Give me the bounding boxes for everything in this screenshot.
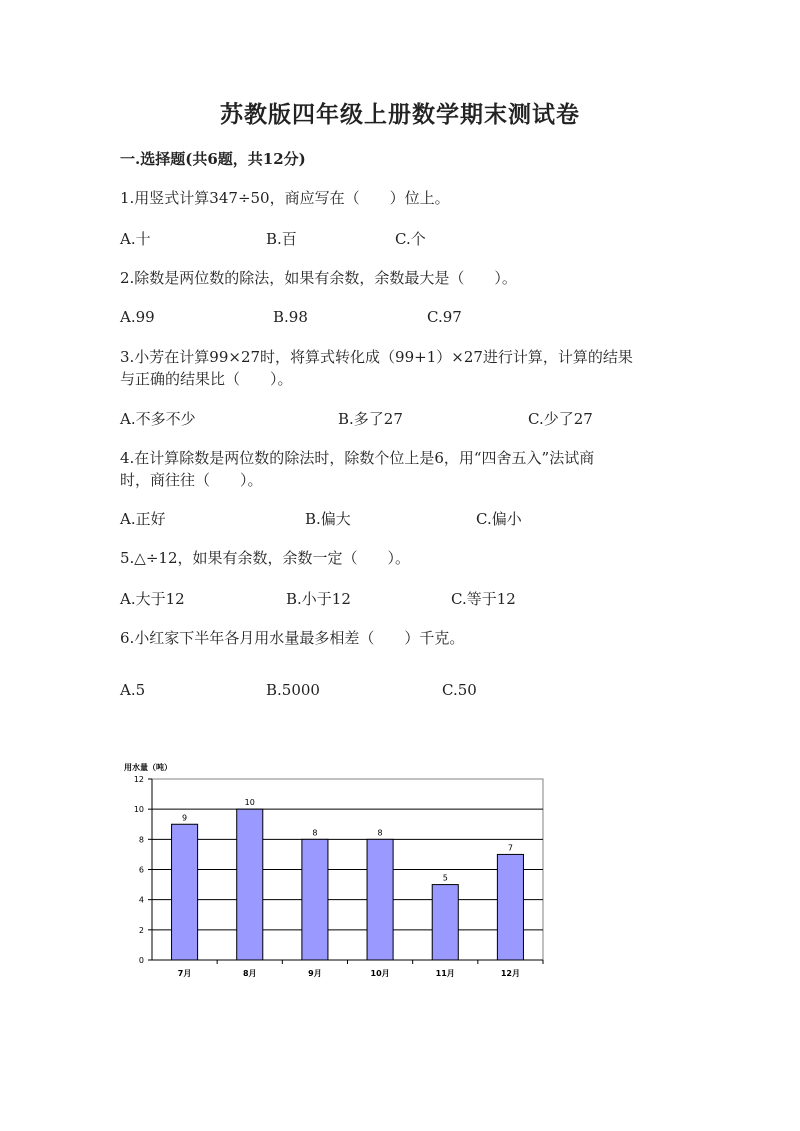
- q6-option-b: B.5000: [266, 681, 320, 699]
- chart-data-label: 10: [244, 798, 255, 808]
- chart-y-tick-label: 12: [133, 775, 144, 784]
- question-5: 5.△÷12，如果有余数，余数一定（ ）。: [120, 549, 411, 567]
- q5-option-a: A.大于12: [120, 590, 185, 608]
- q6-option-a: A.5: [120, 681, 146, 699]
- q3-option-c: C.少了27: [528, 410, 593, 428]
- question-4-line2: 时，商往往（ ）。: [120, 471, 263, 489]
- chart-y-tick-label: 10: [133, 805, 144, 815]
- q4-option-a: A.正好: [120, 510, 166, 528]
- chart-data-label: 9: [182, 813, 188, 823]
- q2-option-b: B.98: [273, 308, 308, 326]
- chart-y-tick-label: 0: [138, 956, 144, 965]
- chart-bar: [367, 839, 393, 960]
- q4-option-b: B.偏大: [305, 510, 351, 528]
- chart-y-axis-label: 用水量（吨）: [124, 763, 172, 772]
- chart-x-tick-label: 10月: [370, 969, 390, 978]
- question-3-line2: 与正确的结果比（ ）。: [120, 370, 293, 388]
- chart-bar: [302, 839, 328, 960]
- chart-bar: [432, 885, 458, 960]
- chart-data-label: 7: [507, 843, 513, 853]
- chart-x-tick-label: 7月: [177, 969, 192, 978]
- chart-bar: [497, 854, 523, 960]
- q5-option-c: C.等于12: [451, 590, 516, 608]
- question-1: 1.用竖式计算347÷50，商应写在（ ）位上。: [120, 189, 450, 207]
- question-3-line1: 3.小芳在计算99×27时，将算式转化成（99+1）×27进行计算，计算的结果: [120, 348, 633, 366]
- q1-option-a: A.十: [120, 230, 151, 248]
- q3-option-a: A.不多不少: [120, 410, 196, 428]
- question-2: 2.除数是两位数的除法，如果有余数，余数最大是（ ）。: [120, 269, 517, 287]
- q4-option-c: C.偏小: [476, 510, 522, 528]
- section-heading: 一.选择题(共6题，共12分): [120, 150, 306, 168]
- q5-option-b: B.小于12: [286, 590, 351, 608]
- chart-data-label: 5: [442, 873, 448, 883]
- q3-option-b: B.多了27: [338, 410, 403, 428]
- chart-data-label: 8: [312, 828, 318, 838]
- q1-option-c: C.个: [395, 230, 426, 248]
- question-4-line1: 4.在计算除数是两位数的除法时，除数个位上是6，用“四舍五入”法试商: [120, 449, 595, 467]
- chart-x-tick-label: 12月: [500, 969, 520, 978]
- chart-x-tick-label: 9月: [308, 969, 322, 978]
- question-6: 6.小红家下半年各月用水量最多相差（ ）千克。: [120, 629, 465, 647]
- chart-y-tick-label: 6: [138, 865, 144, 875]
- q2-option-c: C.97: [427, 308, 462, 326]
- chart-bar: [237, 809, 263, 960]
- chart-bar: [172, 824, 198, 960]
- q2-option-a: A.99: [120, 308, 155, 326]
- q6-option-c: C.50: [442, 681, 477, 699]
- chart-data-label: 8: [377, 828, 383, 838]
- chart-y-tick-label: 4: [138, 895, 144, 905]
- chart-y-tick-label: 2: [138, 925, 144, 935]
- chart-y-tick-label: 8: [138, 835, 144, 845]
- page-title: 苏教版四年级上册数学期末测试卷: [220, 101, 580, 128]
- q1-option-b: B.百: [266, 230, 297, 248]
- chart-x-tick-label: 8月: [242, 969, 257, 978]
- chart-x-tick-label: 11月: [435, 969, 455, 978]
